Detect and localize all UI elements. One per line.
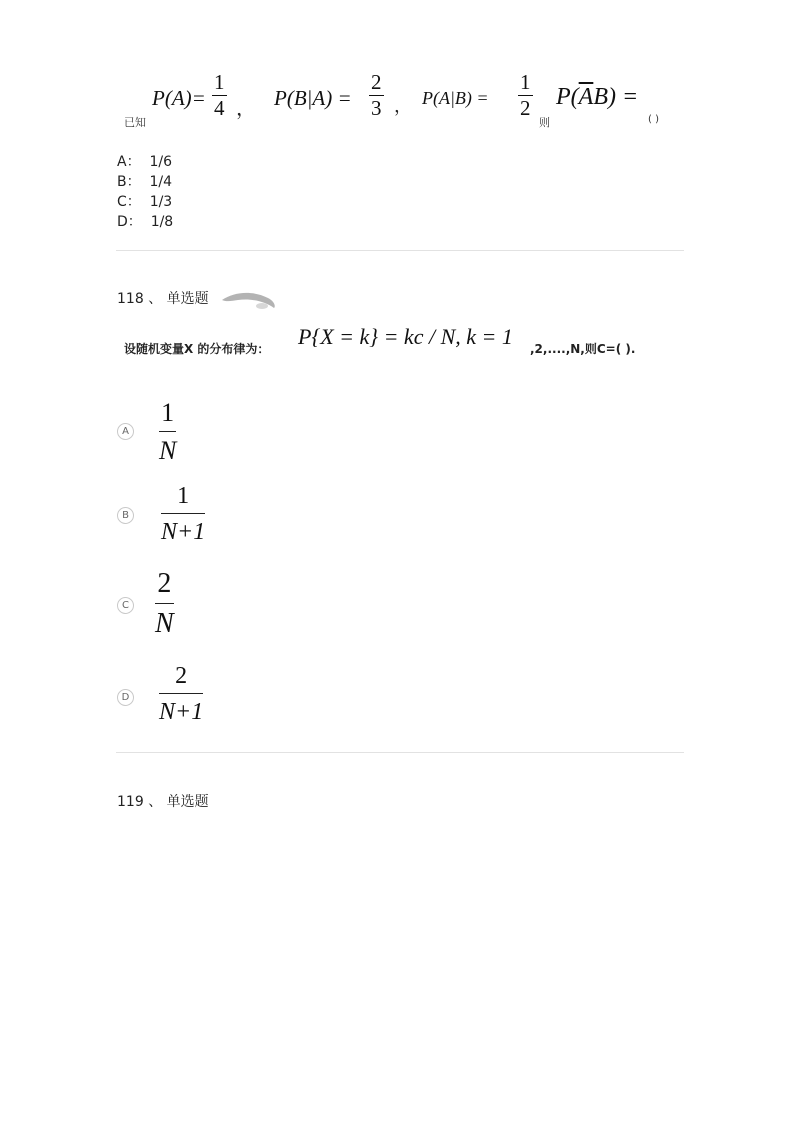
choice-fraction	[161, 484, 205, 544]
choice-badge: C	[117, 597, 134, 614]
q118-header	[117, 288, 209, 308]
p-b-given-a-den: 3	[371, 96, 382, 120]
q117-option-c	[117, 191, 172, 211]
divider	[116, 250, 684, 251]
option-letter: B：	[117, 174, 141, 190]
target-expression	[556, 84, 638, 111]
p-a-given-b-den: 2	[520, 96, 531, 120]
p-a-given-b-num: 1	[520, 70, 531, 94]
choice-badge: B	[117, 507, 134, 524]
q118-stem	[118, 320, 678, 370]
p-b-given-a-fraction	[369, 72, 384, 119]
question-type: 单选题	[166, 291, 209, 307]
option-value: 1/4	[149, 174, 173, 190]
option-value: 1/8	[150, 214, 174, 230]
option-letter: C：	[117, 194, 141, 210]
fraction-num: 1	[161, 398, 175, 427]
fraction-den: N+1	[159, 693, 203, 724]
question-sep: 、	[148, 291, 163, 307]
target-lhs: P(	[556, 84, 579, 110]
fraction-den: N	[155, 603, 174, 638]
q117-option-d	[117, 211, 173, 231]
given-label: 已知	[124, 116, 146, 129]
option-value: 1/6	[149, 154, 173, 170]
option-letter: D：	[117, 214, 142, 230]
p-b-given-a-lhs: P(B|A) =	[274, 86, 352, 110]
fraction-den: N	[159, 431, 176, 464]
p-a-fraction	[212, 72, 227, 119]
target-complement: $\overline{A}$	[578, 84, 594, 110]
question-number: 118	[117, 291, 144, 307]
divider	[116, 752, 684, 753]
scan-smudge-mark	[218, 286, 280, 312]
q118-choice-b[interactable]	[117, 480, 317, 550]
fraction-num: 2	[175, 663, 188, 689]
q118-choice-c[interactable]	[117, 568, 317, 638]
fraction-den: N+1	[161, 513, 205, 544]
p-a-den: 4	[214, 96, 225, 120]
p-a-lhs: P(A)=	[152, 86, 206, 110]
choice-fraction	[159, 664, 203, 724]
option-letter: A：	[117, 154, 141, 170]
fraction-num: 1	[177, 483, 190, 509]
choice-badge: A	[117, 423, 134, 440]
q117-formula	[118, 70, 678, 130]
q117-option-b	[117, 171, 172, 191]
answer-blank: ( )	[648, 114, 659, 125]
choice-fraction	[159, 400, 176, 464]
q118-choice-a[interactable]	[117, 396, 317, 466]
q119-header	[117, 791, 209, 811]
stem-formula: P{X = k} = kc / N, k = 1	[298, 324, 513, 349]
q117-option-a	[117, 151, 172, 171]
option-value: 1/3	[149, 194, 173, 210]
p-a-given-b-lhs: P(A|B) =	[422, 88, 489, 108]
fraction-num: 2	[157, 568, 172, 599]
p-a-num: 1	[214, 70, 225, 94]
p-b-given-a-num: 2	[371, 70, 382, 94]
target-rest: B) =	[593, 84, 639, 110]
then-label: 则	[539, 116, 550, 129]
choice-fraction	[155, 570, 174, 638]
p-a-given-b-fraction	[518, 72, 533, 119]
stem-prefix: 设随机变量X 的分布律为：	[124, 342, 270, 356]
question-number: 119	[117, 794, 144, 810]
comma-1: ，	[236, 96, 256, 120]
question-sep: 、	[148, 794, 163, 810]
choice-badge: D	[117, 689, 134, 706]
stem-suffix: ,2,....,N,则C=( ).	[530, 342, 636, 356]
q118-choice-d[interactable]	[117, 660, 317, 730]
question-type: 单选题	[166, 794, 209, 810]
comma-2: ，	[394, 96, 412, 117]
